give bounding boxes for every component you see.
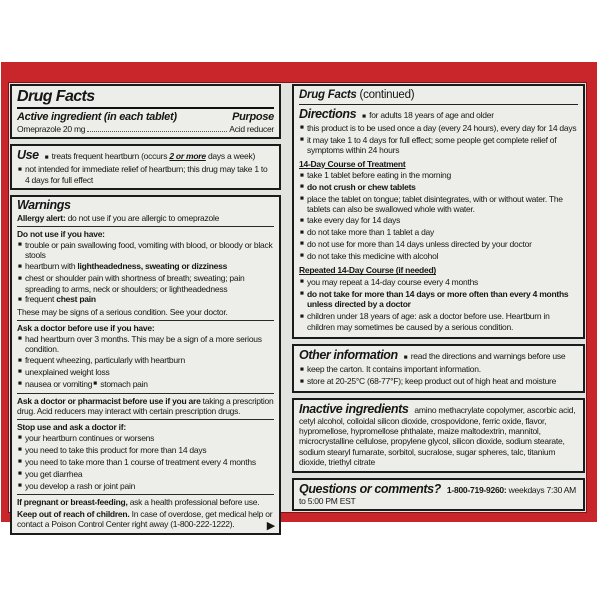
ingredient-name: Omeprazole 20 mg <box>17 124 86 134</box>
continuation-arrow-icon: ▶ <box>266 519 275 532</box>
questions-box <box>292 478 585 511</box>
do-not-use-bullet: ■ heartburn with lightheadedness, sweating or dizziness <box>18 261 228 272</box>
active-ingredient-box <box>10 84 281 139</box>
ask-doctor-or-pharmacist: Ask a doctor or pharmacist before use if you are taking a prescription drug. Acid reducers may interact with certain prescription drugs. <box>17 395 274 417</box>
bullet-icon: ■ <box>18 446 22 454</box>
divider <box>299 104 578 105</box>
course-bullet: ■ place the tablet on tongue; tablet disintegrates, with or without water. The tablets can also be swallowed whole with water. <box>300 193 563 215</box>
ingredient-row <box>17 124 274 134</box>
active-ingredient-heading: Active ingredient (in each tablet) <box>17 111 177 123</box>
children-bullet: ■ children under 18 years of age: ask a doctor before use. Heartburn in children may sometimes be caused by a serious condition. <box>300 311 550 332</box>
stop-use-bullet: ■ you need to take more than 1 course of treatment every 4 months <box>18 456 256 467</box>
bullet-icon: ■ <box>300 183 304 191</box>
do-not-use-bullet: ■ trouble or pain swallowing food, vomiting with blood, or bloody or black stools <box>18 239 273 261</box>
bullet-icon: ■ <box>18 434 22 442</box>
divider <box>17 419 274 420</box>
bullet-icon: ■ <box>300 228 304 236</box>
stop-use-bullet: ■ your heartburn continues or worsens <box>18 432 155 443</box>
pair-item: nausea or vomiting <box>24 378 93 389</box>
bullet-icon: ■ <box>18 482 22 490</box>
course-bullet: ■ do not take more than 1 tablet a day <box>300 227 435 238</box>
divider <box>17 494 274 495</box>
directions-box <box>292 84 585 339</box>
bullet-icon: ■ <box>300 216 304 224</box>
active-ingredient-header-row <box>17 111 274 124</box>
bullet-icon: ■ <box>44 153 49 161</box>
ask-doctor-heading: Ask a doctor before use if you have: <box>17 322 155 333</box>
use-bullet-2: ■ not intended for immediate relief of heartburn; this drug may take 1 to 4 days for full effect <box>18 164 268 185</box>
inactive-ingredients-list: amino methacrylate copolymer, ascorbic acid, cetyl alcohol, colloidal silicon dioxide, crospovidone, ferric oxide, flavor, hypromellose, hypromellose phthalate, maize maltodextrin, mannitol, microcrystalline cellulose, propylene glycol, silicon dioxide, sodium stearate, sodium stearyl fumarate, sorbitol, sucralose, sugar spheres, talc, titanium dioxide, triethyl citrate <box>299 404 576 468</box>
bullet-icon: ■ <box>18 241 22 249</box>
repeat-course-heading: Repeated 14-Day Course (if needed) <box>299 265 436 276</box>
use-row <box>17 149 274 163</box>
warnings-box <box>10 195 281 535</box>
other-information-box <box>292 344 585 392</box>
course-bullet: ■ do not take this medicine with alcohol <box>300 250 439 261</box>
bullet-icon: ■ <box>18 368 22 376</box>
drug-facts-label <box>1 62 597 532</box>
divider <box>17 393 274 394</box>
divider <box>17 226 274 227</box>
ask-doctor-bullet: ■ unexplained weight loss <box>18 366 110 377</box>
do-not-use-footer: These may be signs of a serious condition. See your doctor. <box>17 306 228 317</box>
stop-use-bullet: ■ you develop a rash or joint pain <box>18 480 136 491</box>
drug-facts-title: Drug Facts <box>17 88 95 105</box>
bullet-icon: ■ <box>18 356 22 364</box>
bullet-icon: ■ <box>300 365 304 373</box>
stop-use-bullet: ■ you get diarrhea <box>18 468 83 479</box>
purpose-heading: Purpose <box>232 111 274 123</box>
repeat-course-bullet: ■ do not take for more than 14 days or more often than every 4 months unless directed by a doctor <box>300 288 569 309</box>
use-box <box>10 144 281 190</box>
bullet-icon: ■ <box>362 112 367 120</box>
questions-heading: Questions or comments? <box>299 481 441 496</box>
inactive-ingredients-box <box>292 398 585 473</box>
use-heading: Use <box>17 148 39 163</box>
inactive-ingredients-heading: Inactive ingredients <box>299 401 409 416</box>
stop-use-bullet: ■ you need to take this product for more than 14 days <box>18 444 207 455</box>
warnings-heading: Warnings <box>17 198 71 213</box>
bullet-icon: ■ <box>300 312 304 320</box>
directions-bullet: ■ this product is to be used once a day (every 24 hours), every day for 14 days <box>300 122 577 133</box>
other-information-row <box>299 349 578 363</box>
course-bullet: ■ do not crush or chew tablets <box>300 181 416 192</box>
divider <box>17 320 274 321</box>
do-not-use-bullet: ■ frequent chest pain <box>18 294 96 305</box>
bullet-icon: ■ <box>18 380 22 388</box>
bullet-icon: ■ <box>300 290 304 298</box>
other-information-heading: Other information <box>299 348 398 363</box>
divider <box>17 107 274 109</box>
questions-contact: 1-800-719-9260: weekdays 7:30 AM to 5:00 PM EST <box>299 484 576 506</box>
bullet-icon: ■ <box>403 353 408 361</box>
bullet-icon: ■ <box>18 262 22 270</box>
bullet-icon: ■ <box>300 278 304 286</box>
bullet-icon: ■ <box>300 195 304 203</box>
allergy-alert: Allergy alert: do not use if you are allergic to omeprazole <box>17 213 220 224</box>
ask-doctor-bullet-pair <box>17 379 274 390</box>
bullet-icon: ■ <box>18 165 22 173</box>
other-information-bullet: ■ store at 20-25°C (68-77°F); keep product out of high heat and moisture <box>300 376 557 387</box>
bullet-icon: ■ <box>300 377 304 385</box>
do-not-use-bullet: ■ chest or shoulder pain with shortness of breath; sweating; pain spreading to arms, neck or shoulders; or lightheadedness <box>18 273 245 294</box>
pregnant-warning: If pregnant or breast-feeding, ask a health professional before use. <box>17 497 260 508</box>
do-not-use-heading: Do not use if you have: <box>17 229 105 240</box>
other-information-bullet: ■ keep the carton. It contains important information. <box>300 364 481 375</box>
pair-item: stomach pain <box>100 378 148 389</box>
course-bullet: ■ take every day for 14 days <box>300 215 401 226</box>
keep-out-of-reach-warning: Keep out of reach of children. In case of overdose, get medical help or contact a Poison Control Center right away (1-800-222-1222). <box>17 508 273 530</box>
bullet-icon: ■ <box>18 274 22 282</box>
purpose-value: Acid reducer <box>229 124 274 134</box>
course-heading: 14-Day Course of Treatment <box>299 158 406 169</box>
bullet-icon: ■ <box>300 252 304 260</box>
directions-inline-bullet: for adults 18 years of age and older <box>369 110 494 120</box>
bullet-icon: ■ <box>300 240 304 248</box>
bullet-icon: ■ <box>300 124 304 132</box>
directions-row <box>299 108 578 122</box>
drug-facts-continued-title: Drug Facts (continued) <box>299 89 415 101</box>
other-information-inline-bullet: read the directions and warnings before use <box>410 351 566 362</box>
bullet-icon: ■ <box>18 335 22 343</box>
bullet-icon: ■ <box>18 458 22 466</box>
dotted-leader <box>87 131 227 132</box>
right-column <box>292 84 585 511</box>
use-bullet-1: treats frequent heartburn (occurs 2 or more days a week) <box>51 151 256 162</box>
directions-heading: Directions <box>299 107 357 121</box>
bullet-icon: ■ <box>300 171 304 179</box>
bullet-icon: ■ <box>93 380 98 388</box>
stop-use-heading: Stop use and ask a doctor if: <box>17 422 126 433</box>
questions-row <box>299 483 578 506</box>
inactive-ingredients-row <box>299 403 578 468</box>
bullet-icon: ■ <box>18 470 22 478</box>
bullet-icon: ■ <box>18 295 22 303</box>
left-column <box>10 84 281 532</box>
repeat-course-bullet: ■ you may repeat a 14-day course every 4 months <box>300 276 479 287</box>
course-bullet: ■ take 1 tablet before eating in the morning <box>300 170 451 181</box>
course-bullet: ■ do not use for more than 14 days unless directed by your doctor <box>300 238 532 249</box>
ask-doctor-bullet: ■ had heartburn over 3 months. This may be a sign of a more serious condition. <box>18 333 262 355</box>
directions-bullet: ■ it may take 1 to 4 days for full effect; some people get complete relief of symptoms within 24 hours <box>300 134 557 156</box>
bullet-icon: ■ <box>300 136 304 144</box>
ask-doctor-bullet: ■ frequent wheezing, particularly with heartburn <box>18 355 185 365</box>
